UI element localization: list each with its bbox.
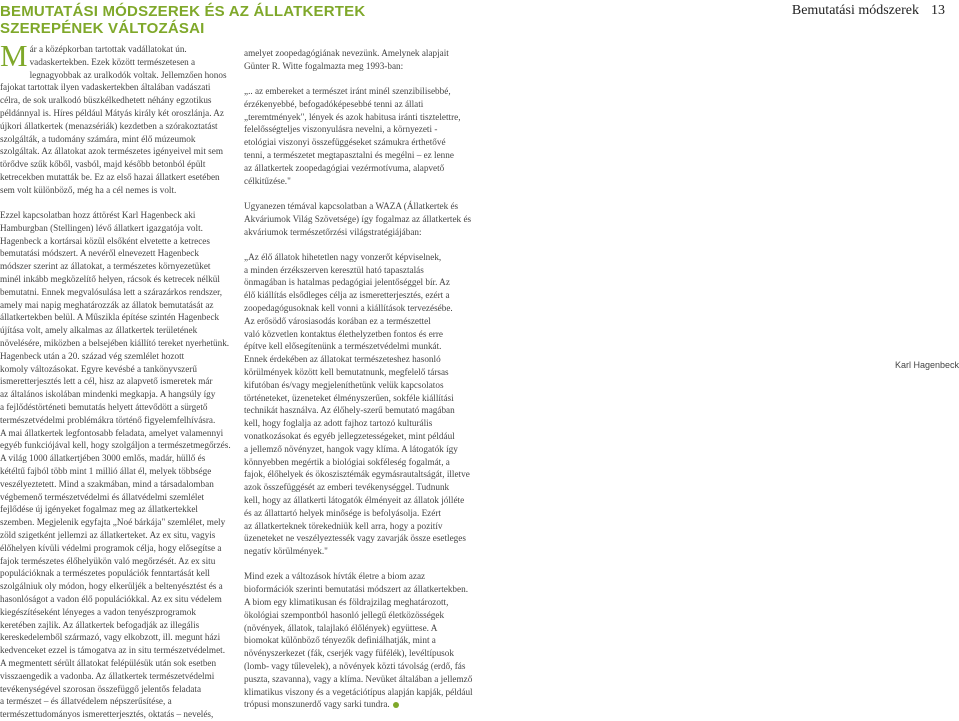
left-paragraph-1-lines [0,38,232,197]
text-line: visszaengedik a vadonba. Az állatkertek természetvédelmi [0,670,215,681]
text-line: való közvetlen kontaktus élethelyzetben fontos és erre [244,328,443,339]
text-line: kereskedelemből származó, vagy elkobzott, ill. megunt házi [0,632,221,643]
text-line: újítása volt, amely alkalmas az állatkertek területének [0,325,198,336]
text-line: Ugyanezen témával kapcsolatban a WAZA (Állatkertek és [244,200,459,211]
right-column [244,47,474,711]
text-line: legnagyobbak az uralkodók voltak. Jellemzően honos [29,69,227,80]
text-line: Ezzel kapcsolatban hozz áttörést Karl Hagenbeck aki [0,210,196,221]
end-of-article-dot-icon [393,702,399,708]
text-line: vadaskertekben. Ezek között természetesen a [29,56,196,67]
text-line: akváriumok természetőrzési világstratégiájában: [244,226,422,237]
text-line: Günter R. Witte fogalmazta meg 1993-ban: [244,60,404,71]
quote-waza [244,251,474,558]
text-line: építve kell elősegítenünk a természetvédelmi munkát. [244,341,442,352]
text-line: hasonlóságot a vadon élő populációkkal. Az ex situ védelem [0,593,222,604]
left-paragraph-2 [0,209,232,721]
text-line: negatív körülmények." [244,546,328,557]
running-header [792,3,945,19]
left-paragraph-1 [0,38,232,197]
text-line: sem volt különböző, még ha a cél nemes is volt. [0,184,177,195]
text-line: élő kiállítás elsődleges célja az ismeretterjesztés, ezért a [244,290,450,301]
text-line: Hamburgban (Stellingen) lévő állatkert igazgatója volt. [0,222,203,233]
text-line: felelősségteljes viszonyulásra nevelni, a környezeti - [244,124,438,135]
article-title [0,3,365,37]
text-line: zoopedagógusoknak kell vonni a kiállítások tervezésébe. [244,303,453,314]
text-line: veszélyeztetett. Mind a szakmában, mind a társadalomban [0,478,214,489]
text-line: amely mai napig meghatározzák az állatok bemutatását az [0,299,214,310]
text-line: zöld szigetként jellemzi az állatkerteket. Az ex situ, vagyis [0,529,216,540]
text-line: állatkertekben belül. A Műszikla építése szintén Hagenbeck [0,312,220,323]
text-line: körülmények között kell bemutatnunk, megfelelő társas [244,367,449,378]
text-line: kell, hogy az állatkerti látogatók élményeit az állatok jólléte [244,495,465,505]
text-line: természettudományos ismeretterjesztés, oktatás – nevelés, [0,709,214,720]
text-line: fajok, élőhelyek és ökoszisztémák egymásrautaltságát, illetve [244,469,470,480]
text-line: az általános iskolában mindenki megkapja. A hangsúly így [0,389,216,400]
text-line: növelésére, miközben a belsejében kiállító tereket nyerhetünk. [0,338,230,349]
text-line: az állatkerteknek törekedniük kell arra, hogy a pozitív [244,520,443,531]
text-line: bemutatási módszert. A nevéről elnevezett Hagenbeck [0,248,199,259]
text-line: módszer szerint az állatokat, a természetes környezetüket [0,261,211,272]
text-line: vonatkozásokat és egyéb jellegzetességeket, mint például [244,431,455,442]
text-line: biomokat különböző tényezők definiálhatják, mint a [244,635,436,646]
text-line: bioformációk szerinti bemutatási módszert az állatkertekben. [244,584,468,595]
running-title: Bemutatási módszerek [791,3,919,18]
left-column [0,38,232,721]
text-line: a jellemző növényzet, hangok vagy klíma. A látogatók így [244,443,458,454]
text-line: kifutóban és/vagy megjeleníthetünk velük kapcsolatos [244,379,444,390]
right-paragraph-1 [244,47,474,73]
text-line: populációknak a természetes populációk fenntartását kell [0,568,210,579]
text-line: fajok természetes élőhelyükön való megőrzését. Az ex situ [0,555,216,566]
text-line: Az erősödő városiasodás korában ez a természettel [244,315,431,326]
quote-witte [244,85,474,187]
text-line: egyéb funkciójával kell, hogy szolgáljon a természetmegőrzés. [0,440,231,451]
sidenote-caption: Karl Hagenbeck [894,360,959,370]
text-line: célra, de sok uralkodó büszkélkedhetett néhány egzotikus [0,95,212,106]
text-line: végbemenő természetvédelmi és állatvédelmi szemlélet [0,491,205,502]
text-line: üzeneteket ne veszélyeztessék vagy zavarják össze esetleges [244,533,466,544]
text-line: A mai állatkertek legfontosabb feladata, amelyet valamennyi [0,427,224,438]
text-line: a fejlődéstörténeti bemutatás helyett áttevődött a sürgető [0,402,208,413]
text-line: önmagában is hatalmas pedagógiai jelentőséggel bír. Az [244,277,450,288]
text-line: klimatikus viszony és a vegetációtípus alapján kapják, például [244,686,473,697]
text-line: és az állattartó helyek minősége is befolyásolja. Ezért [244,507,441,518]
page-number: 13 [931,3,945,18]
text-line: könnyebben megértik a biológiai sokféleség fogalmát, a [244,456,450,467]
text-line: amelyet zoopedagógiának nevezünk. Amelynek alapjait [244,48,449,58]
text-line: szemben. Megjelenik egyfajta „Noé bárkája" szemlélet, mely [0,517,226,528]
article-title-line-2: SZEREPÉNEK VÁLTOZÁSAI [0,20,205,37]
text-line: kétéltű fajból több mint 1 millió állat él, melyek többsége [0,466,212,476]
text-line: azok összefüggését az emberi tevékenységgel. Tudnunk [244,482,450,493]
text-line: A világ 1000 állatkertjében 3000 emlős, madár, hüllő és [0,453,206,464]
right-paragraph-2 [244,200,474,238]
text-line: a természet – és állatvédelem népszerűsítése, a [0,696,172,707]
text-line: puszta, szavanna), vagy a klíma. Nevüket általában a jellemző [244,673,473,684]
text-line: bemutatni. Ennek megvalósulása lett a szárazárkos rendszer, [0,286,223,297]
text-line: komoly változásokat. Egyre kevésbé a tankönyvszerű [0,363,197,374]
text-line: Mind ezek a változások hívták életre a biom azaz [244,571,426,582]
text-line: A megmentett sérült állatokat felépülésük után sok esetben [0,657,217,668]
text-line: Hagenbeck a kortársai közül elsőként elvetette a ketreces [0,235,210,246]
text-line: szolgálniuk oly módon, hogy elkerüljék a beltenyésztést és a [0,581,223,592]
text-line: szolgálták, a tudomány számára, mint élő múzeumok [0,133,196,144]
text-line: Hagenbeck után a 20. század vég szemlélet hozott [0,350,185,361]
text-line: az állatkertek zoopedagógiai vezérmotívuma, alapvető [244,162,445,173]
text-line: minél inkább megközelítő helyen, rácsok és ketrecek nélkül [0,274,220,285]
text-line: keretében zajlik. Az állatkertek befogadják az illegális [0,619,200,630]
text-line: természetvédelmi problémákra történő figyelemfelhívásra. [0,414,216,425]
text-line: „.. az embereket a természet iránt minél szenzibilisebbé, [244,86,451,97]
text-line: a minden érzékszerven keresztül ható tapasztalás [244,264,424,275]
text-line: Akváriumok Világ Szövetsége) így fogalmaz az állatkertek és [244,213,472,224]
text-line: fejlődése új igényeket fogalmaz meg az állatkertekkel [0,504,198,515]
text-line: szolgáltak. Az állatokat azok természetes igényeivel mit sem [0,146,223,157]
text-line: technikát használva. Az élőhely-szerű bemutató magában [244,405,455,416]
text-line: tenni, a természetet megtapasztalni és megélni – ez lenne [244,150,454,161]
text-line: példánnyal is. Híres például Mátyás király két oroszlánja. Az [0,107,225,118]
text-line: fajokat tartottak ilyen vadaskertekben általában vadászati [0,82,211,93]
text-line: etológiai viszonyi összefüggéseket számukra érthetővé [244,137,446,148]
drop-cap: M [0,38,28,73]
text-line: (növények, állatok, talajlakó élőlények) együttese. A [244,622,438,633]
text-line: újkori állatkertek (menazsériák) kezdetben a szórakoztatást [0,120,218,131]
text-line: „teremtmények", lények és azok habitusa iránti tisztelettre, [244,111,461,122]
text-line: ketrecekben mutatták be. Ez az első hazai állatkert esetében [0,171,220,182]
text-line: élőhelyen kívüli védelmi programok célja, hogy elősegítse a [0,542,222,553]
text-line: Ennek érdekében az állatokat természeteshez hasonló [244,354,441,365]
text-line: „Az élő állatok hihetetlen nagy vonzerőt képviselnek, [244,251,442,262]
text-line: A biom egy klimatikusan és földrajzilag meghatározott, [244,597,449,608]
text-line: tevékenységével szorosan összefüggő jelentős feladata [0,683,202,694]
text-line: törődve szűk kőből, vasból, majd később betonból épült [0,159,206,170]
text-line: növényszerkezet (fák, cserjék vagy füfélék), levéltípusok [244,648,454,659]
text-line: ár a középkorban tartottak vadállatokat ún. [29,44,187,54]
text-line: célkitűzése." [244,175,291,186]
text-line: kiegészítéseként lényeges a vadon tenyészprogramok [0,606,196,617]
text-line: ökológiai szempontból hasonló jellegű életközösségek [244,609,445,620]
text-line: ismeretterjesztés lett a cél, hisz az alapvető ismeretek már [0,376,213,387]
article-title-line-1: BEMUTATÁSI MÓDSZEREK ÉS AZ ÁLLATKERTEK [0,3,366,20]
text-line: kell, hogy foglalja az adott fajhoz tartozó kulturális [244,418,433,429]
text-line: történeteket, üzeneteket élményszerűen, sokféle kiállítási [244,392,454,403]
text-line: trópusi monszunerdő vagy sarki tundra. [244,698,474,711]
right-paragraph-3 [244,570,474,711]
text-line: érzékenyebbé, befogadóképesebbé tenni az állati [244,98,424,109]
text-line: (lomb- vagy tűlevelek), a növények közti távolság (erdő, fás [244,661,466,672]
text-line: kedvenceket ezzel is támogatva az in situ természetvédelmet. [0,645,225,656]
